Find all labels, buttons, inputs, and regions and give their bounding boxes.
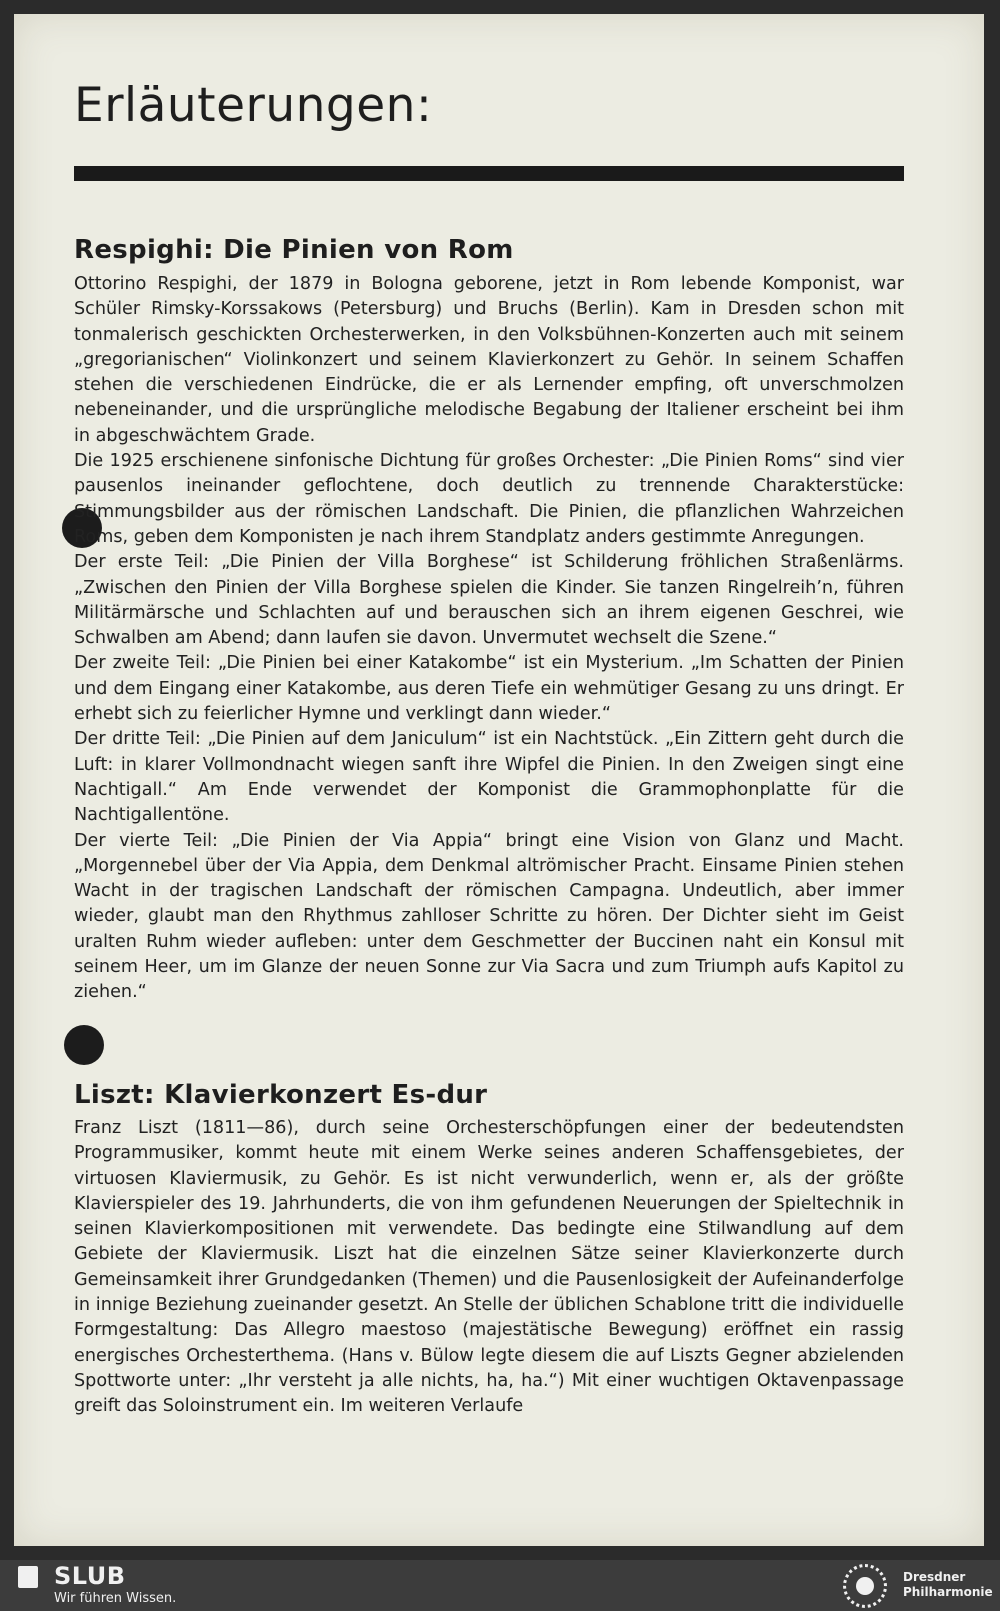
section-body-respighi: [74, 272, 904, 1006]
section-heading-liszt: Liszt: Klavierkonzert Es-dur: [74, 1080, 488, 1110]
paragraph: Die 1925 erschienene sinfonische Dichtung für großes Orchester: „Die Pinien Roms“ sind vier pausenlos ineinander geflochtene, doch deutlich zu trennende Charakterstücke: Stimmungsbilder aus der römischen Landschaft. Die Pinien, die pflanzlichen Wahrzeichen Roms, geben dem Komponisten je nach ihrem Standplatz anders gestimmte Anregungen.: [74, 451, 904, 547]
footer-bar: [0, 1560, 1000, 1611]
paragraph: Der vierte Teil: „Die Pinien der Via Appia“ bringt eine Vision von Glanz und Macht. „Morgennebel über der Via Appia, dem Denkmal altrömischer Pracht. Einsame Pinien stehen Wacht in der tragischen Landschaft der römischen Campagna. Undeutlich, aber immer wieder, glaubt man den Rhythmus zahlloser Schritte zu hören. Der Dichter sieht im Geist uralten Ruhm wieder aufleben: unter dem Geschmetter der Buccinen naht ein Konsul mit seinem Heer, um im Glanze der neuen Sonne zur Via Sacra und zum Triumph aufs Kapitol zu ziehen.“: [74, 830, 904, 1003]
punch-hole: [64, 1025, 104, 1065]
paragraph: Der dritte Teil: „Die Pinien auf dem Janiculum“ ist ein Nachtstück. „Ein Zittern geht durch die Luft: in klarer Vollmondnacht wiegen sanft ihre Wipfel die Pinien. In den Zweigen singt eine Nachtigall.“ Am Ende verwendet der Komponist die Grammophonplatte für die Nachtigallentöne.: [74, 729, 904, 826]
page-title: Erläuterungen:: [74, 78, 433, 133]
section-body-liszt: [74, 1116, 904, 1420]
section-heading-respighi: Respighi: Die Pinien von Rom: [74, 235, 514, 265]
philharmonie-logo-icon: [843, 1564, 887, 1608]
paragraph: Der zweite Teil: „Die Pinien bei einer Katakombe“ ist ein Mysterium. „Im Schatten der Pinien und dem Eingang einer Katakombe, aus deren Tiefe ein wehmütiger Gesang zu uns dringt. Er erhebt sich zu feierlicher Hymne und verklingt dann wieder.“: [74, 653, 904, 725]
partner-name-line2: Philharmonie: [903, 1585, 993, 1599]
title-rule: [74, 166, 904, 181]
book-icon: [18, 1566, 38, 1588]
partner-name-line1: Dresdner: [903, 1570, 966, 1584]
library-tagline: Wir führen Wissen.: [54, 1591, 177, 1606]
paragraph: Ottorino Respighi, der 1879 in Bologna geborene, jetzt in Rom lebende Komponist, war Schüler Rimsky-Korssakows (Petersburg) und Bruchs (Berlin). Kam in Dresden schon mit tonmalerisch geschickten Orchesterwerken, in den Volksbühnen-Konzerten auch mit seinem „gregorianischen“ Violinkonzert und seinem Klavierkonzert zu Gehör. In seinem Schaffen stehen die verschiedenen Eindrücke, die er als Lernender empfing, oft unverschmolzen nebeneinander, und die ursprüngliche melodische Begabung der Italiener erscheint bei ihm in abgeschwächtem Grade.: [74, 274, 904, 446]
library-name: SLUB: [54, 1562, 126, 1590]
partner-name: [903, 1570, 993, 1600]
paragraph: Der erste Teil: „Die Pinien der Villa Borghese“ ist Schilderung fröhlichen Straßenlärms. „Zwischen den Pinien der Villa Borghese spielen die Kinder. Sie tanzen Ringelreih’n, führen Militärmärsche und Schlachten auf und berauschen sich an ihrem eigenen Geschrei, wie Schwalben am Abend; dann laufen sie davon. Unvermutet wechselt die Szene.“: [74, 552, 904, 649]
paragraph: Franz Liszt (1811—86), durch seine Orchesterschöpfungen einer der bedeutendsten Programmusiker, kommt heute mit einem Werke seines anderen Schaffensgebietes, der virtuosen Klaviermusik, zu Gehör. Es ist nicht verwunderlich, wenn er, als der größte Klavierspieler des 19. Jahrhunderts, die von ihm gefundenen Neuerungen der Spieltechnik in seinen Klavierkompositionen mit verwendete. Das bedingte eine Stilwandlung auf dem Gebiete der Klaviermusik. Liszt hat die einzelnen Sätze seiner Klavierkonzerte durch Gemeinsamkeit ihrer Grundgedanken (Themen) und die Pausenlosigkeit der Aufeinanderfolge in innige Beziehung zueinander gesetzt. An Stelle der üblichen Schablone tritt die individuelle Formgestaltung: Das Allegro maestoso (majestätische Bewegung) eröffnet ein rassig energisches Orchesterthema. (Hans v. Bülow legte diesem die auf Liszts Gegner abzielenden Spottworte unter: „Ihr versteht ja alle nichts, ha, ha.“) Mit einer wuchtigen Oktavenpassage greift das Soloinstrument ein. Im weiteren Verlaufe: [74, 1118, 904, 1417]
